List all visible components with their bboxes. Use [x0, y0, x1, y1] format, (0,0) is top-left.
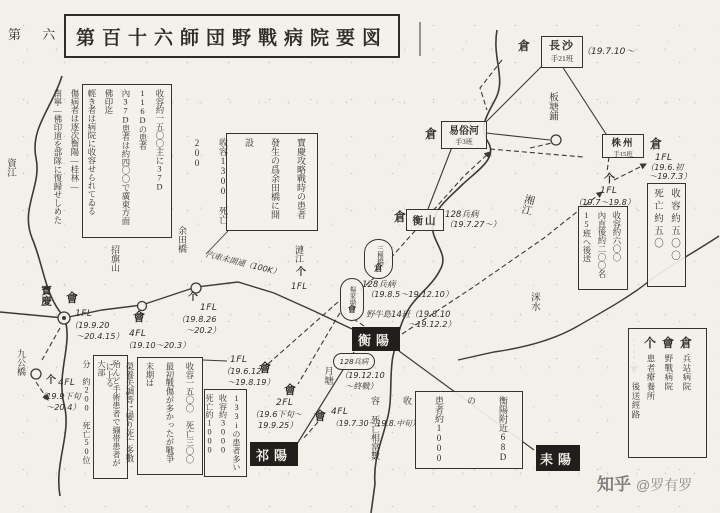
field-hospital-icon: 會	[347, 303, 357, 314]
date-label: （19.7.10～	[582, 47, 635, 57]
note-line: 死亡約五〇	[652, 188, 662, 251]
date-label: （19.7.30～19.8.中旬）	[331, 419, 420, 428]
legend-label: 患者療養所	[646, 354, 655, 401]
line-yisuhe-hengshan	[428, 147, 452, 209]
place-qiyang: 祁陽	[250, 442, 298, 466]
place-name: 三極橋	[375, 244, 383, 265]
legend-entry-field-hospital	[662, 337, 674, 392]
unit-label: 野牛島14班（19.8.10	[366, 309, 451, 319]
date-label: （19.12.10	[340, 370, 385, 380]
place-hengshan	[406, 209, 444, 231]
patient-rest-station-icon: 个	[644, 336, 657, 350]
note-line: 收容1300 死亡200	[192, 138, 228, 224]
field-hospital-icon: 會	[314, 409, 327, 423]
patient-rest-station-icon: 个	[46, 375, 56, 386]
date-label: ～20.2）	[186, 325, 221, 335]
watermark	[597, 470, 692, 495]
date-label: ～終戰）	[345, 381, 378, 391]
note-line: 15班へ後送	[582, 211, 591, 263]
rail-note: 汽車未開通（100K）	[205, 249, 282, 278]
date-label: （19.8.5～19.12.10）	[366, 289, 454, 299]
route-zhuzhou-rest	[607, 157, 609, 172]
date-label: ～19.7.3）	[649, 171, 692, 181]
connector-box-f	[203, 360, 227, 361]
unit-label: 1FL	[200, 303, 218, 313]
line-yisuhe-bantangpu	[486, 133, 550, 140]
field-hospital-icon: 會	[133, 310, 146, 324]
note-box-37d-patients	[53, 84, 172, 238]
date-label: （19.9.20	[70, 320, 110, 330]
date-label: （19.6.初	[646, 162, 684, 172]
place-zhuzhou	[602, 134, 644, 158]
line-changsha-zhuzhou	[562, 66, 606, 134]
legend-label: 兵站病院	[682, 354, 691, 392]
date-label: （19.6下旬～	[251, 409, 302, 419]
unit-label: 128兵病	[339, 357, 369, 366]
legend-entry-evac-route	[629, 377, 641, 420]
unit-label: 4FL	[129, 329, 147, 339]
date-label: ～19.12.2）	[408, 319, 456, 329]
date-label: （19.6.12	[222, 366, 262, 376]
unit-label: 1FL	[230, 355, 248, 365]
date-label: 19.9.25）	[258, 420, 298, 430]
note-box-500-admitted	[647, 183, 686, 287]
river-label-xiangjiang: 湘江	[519, 192, 536, 217]
note-line: 死亡約1000	[205, 394, 214, 455]
note-line: 輕き者は病院に收容せられてゐる	[87, 89, 96, 215]
note-line: 衡陽附近68Dの	[466, 396, 508, 462]
unit-label: 128兵病	[445, 210, 479, 220]
note-line: 傷病者は逐次衡陽―桂林―	[70, 89, 79, 191]
place-name: 楊家坳	[348, 285, 356, 305]
field-hospital-icon: 會	[66, 291, 79, 305]
note-line: 容 死亡相當數	[370, 396, 380, 460]
route-baoqing-jiugongqiao	[42, 328, 60, 360]
date-label: （19.7～19.8）	[574, 197, 636, 207]
route-rest-fl1	[614, 164, 646, 180]
depot-hospital-icon: 倉	[518, 39, 531, 53]
place-zhaoqishan: 招旗山	[110, 245, 120, 272]
line-changsha-yisuhe	[486, 64, 544, 122]
place-jiugongqiao: 九公橋	[16, 349, 26, 376]
date-label: （19.10～20.3）	[124, 340, 191, 350]
date-label: （19.8.26	[177, 314, 217, 324]
patient-rest-station-icon: 个	[296, 267, 306, 278]
note-line: 收容一五〇〇 死亡三〇〇	[185, 362, 194, 464]
river-label-zijiang: 資江	[5, 158, 15, 177]
place-bantangpu: 板塘鋪	[547, 92, 557, 121]
note-line: 殆んど手術患者で繃帯患者が大部	[97, 360, 121, 467]
unit-label: 1FL	[75, 309, 93, 319]
place-name: 衡山	[412, 215, 438, 227]
map-legend	[628, 328, 707, 458]
place-changsha	[541, 36, 583, 68]
station-jiugongqiao	[31, 369, 41, 379]
route-yangjiaao-fl1	[268, 302, 338, 364]
place-yutianqiao: 余田橋	[177, 226, 187, 253]
watermark-brand: 知乎	[597, 475, 631, 494]
team-label: 手21班	[550, 54, 574, 63]
place-name: 株州	[611, 139, 635, 149]
place-yisuhe	[441, 121, 487, 149]
depot-hospital-icon: 倉	[373, 263, 383, 274]
legend-label: 野戰病院	[664, 354, 673, 392]
city-baoqing-inner	[62, 316, 66, 320]
unit-label: 1FL	[655, 153, 673, 163]
depot-hospital-icon: 倉	[680, 336, 693, 350]
river-label-lianjiang: 漣江	[294, 245, 304, 263]
field-hospital-icon: 會	[284, 383, 297, 397]
note-line: 寶慶攻略戰時の患者	[296, 138, 306, 219]
place-baoqing: 寶慶	[40, 285, 51, 306]
place-yuetang: 月塘	[322, 366, 332, 385]
note-line: 133iの患者多い	[232, 394, 241, 471]
patient-rest-station-icon: 个	[188, 292, 198, 303]
river-label-mishui: 洣水	[529, 292, 539, 311]
place-yangjiaao	[340, 278, 364, 321]
watermark-handle: @罗有罗	[636, 477, 693, 493]
team-label: 手3班	[455, 138, 473, 146]
note-line: 收容約3000	[218, 394, 228, 455]
field-hospital-icon: 會	[259, 361, 272, 375]
station-bantangpu	[551, 135, 561, 145]
unit-label: 128兵病	[362, 280, 396, 290]
unit-label: 4FL	[331, 407, 349, 417]
legend-entry-depot-hospital	[680, 337, 692, 392]
unit-label: 2FL	[276, 398, 294, 408]
note-line: 發生の爲余田橋に開設	[244, 138, 280, 219]
date-label: ～19.8.19）	[227, 377, 275, 387]
unit-128-hospital	[333, 353, 375, 370]
legend-entry-rest-station	[644, 337, 656, 401]
field-hospital-icon: 會	[662, 336, 675, 350]
place-sanjiqiao	[364, 239, 393, 279]
date-label: （19.9下旬	[38, 391, 81, 401]
sheet-number: 第 六	[8, 27, 65, 42]
unit-label: 1FL	[600, 186, 618, 196]
place-name: 易俗河	[449, 126, 479, 137]
note-box-yutianqiao-open	[192, 133, 318, 231]
note-line: 分 約200 死亡50位	[82, 360, 91, 464]
note-box-133i-patients	[204, 389, 247, 477]
place-name: 長沙	[549, 40, 575, 52]
depot-hospital-icon: 倉	[394, 210, 407, 224]
note-line: 收容約五〇〇	[669, 188, 679, 263]
note-line: 收容約一五〇〇主に37D 116Dの患者	[138, 89, 164, 192]
place-leiyang: 耒陽	[536, 445, 580, 471]
note-line: 最初戰傷が多かったが戰爭末期は	[145, 362, 174, 463]
team-label: 手15班	[613, 151, 633, 158]
note-line: 患者約1000收	[402, 396, 444, 463]
route-bantangpu-west	[530, 143, 552, 148]
map-title: 第百十六師団野戰病院要図	[64, 14, 400, 58]
note-box-600-admitted	[578, 206, 628, 290]
place-hengyang: 衡陽	[352, 327, 400, 351]
date-label: （19.7.27～）	[445, 219, 501, 229]
note-line: 收容約六〇〇	[612, 211, 621, 262]
note-line: 榮養失調等に變り死亡多數に上る	[105, 362, 134, 463]
depot-hospital-icon: 倉	[425, 127, 438, 141]
note-line: 南寧―佛印道を部隊に復歸せしめた	[53, 89, 62, 224]
date-label: ～20.4.15）	[76, 331, 124, 341]
note-line: 內直後約二〇〇名	[597, 211, 606, 279]
legend-label: 後送經路	[631, 382, 640, 420]
unit-label: 4FL	[58, 378, 76, 388]
note-line: 內37D患者は約四〇〇で廣東方面佛印迄	[104, 89, 130, 226]
depot-hospital-icon: 倉	[650, 137, 663, 151]
route-yisuhe-zhuzhou	[490, 149, 583, 157]
unit-label: 1FL	[291, 282, 308, 292]
date-label: ～20.4）	[46, 402, 81, 412]
patient-rest-station-icon: 个	[604, 173, 615, 185]
